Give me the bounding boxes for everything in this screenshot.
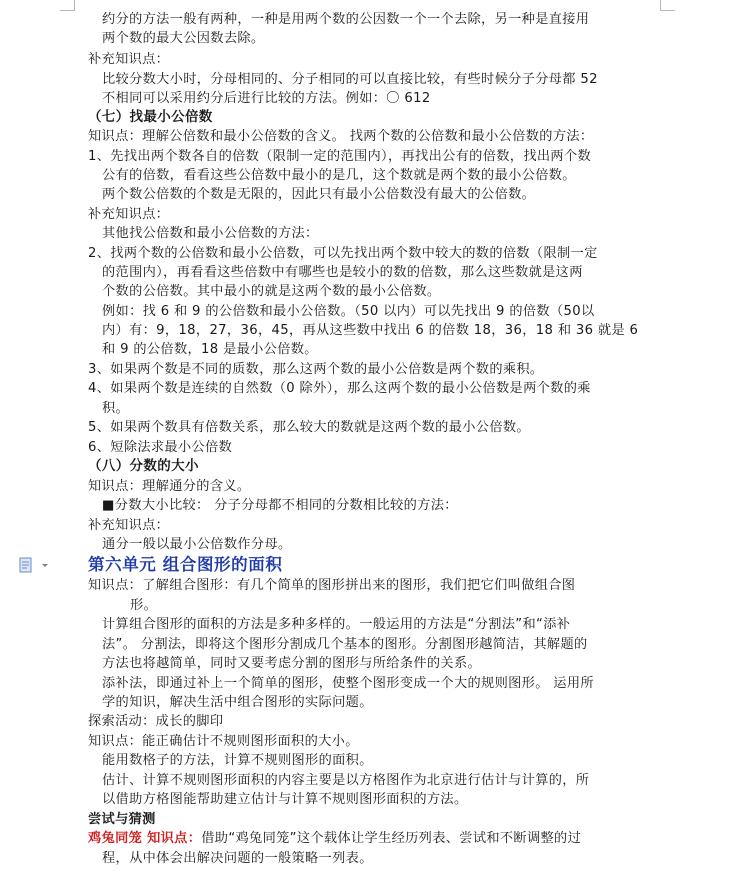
text-line	[102, 635, 588, 654]
line-text: 估计、计算不规则图形面积的内容主要是以方格图作为北京进行估计与计算的，所	[102, 773, 590, 788]
text-line	[102, 693, 373, 712]
text-line	[130, 596, 157, 615]
text-line	[102, 496, 458, 515]
text-line	[102, 771, 589, 790]
line-text: 内）有：9，18，27，36，45，再从这些数中找出 6 的倍数 18，36，18 和 36 就是 6	[102, 323, 639, 338]
line-text: 能用数格子的方法，计算不规则图形的面积。	[102, 753, 373, 768]
line-text: 两个数的最大公因数去除。	[102, 31, 265, 46]
line-text: 补充知识点：	[88, 207, 170, 222]
text-line	[88, 810, 156, 829]
line-text: 公有的倍数，看看这些公倍数中最小的是几，这个数就是两个数的最小公倍数。	[102, 168, 576, 183]
text-line	[102, 399, 129, 418]
text-line	[88, 205, 169, 224]
text-line	[88, 379, 591, 398]
text-line	[88, 576, 575, 595]
text-line	[102, 849, 373, 868]
line-text: 和 9 的公倍数，18 是最小公倍数。	[102, 342, 318, 357]
text-line	[88, 829, 581, 848]
text-line	[102, 751, 373, 770]
text-line	[102, 89, 431, 108]
line-text: （七）找最小公倍数	[88, 109, 213, 125]
section-heading	[88, 555, 282, 574]
line-text: 知识点：能正确估计不规则图形面积的大小。	[88, 734, 359, 749]
line-text: 比较分数大小时，分母相同的、分子相同的可以直接比较，有些时候分子分母都 52	[102, 72, 598, 87]
line-text: 2、找两个数的公倍数和最小公倍数，可以先找出两个数中较大的数的倍数（限制一定	[88, 246, 598, 261]
line-text: 方法也将越简单，同时又要考虑分割的图形与所给条件的关系。	[102, 656, 482, 671]
line-text: 1、先找出两个数各自的倍数（限制一定的范围内），再找出公有的倍数，找出两个数	[88, 149, 592, 164]
text-line	[88, 147, 591, 166]
text-line	[88, 516, 169, 535]
text-line	[88, 477, 250, 496]
text-line	[102, 10, 589, 29]
line-text: 积。	[102, 401, 130, 416]
text-line	[102, 70, 598, 89]
text-line	[88, 712, 223, 731]
text-line	[102, 340, 318, 359]
line-text: 6、短除法求最小公倍数	[88, 440, 233, 455]
line-text: 个数的公倍数。其中最小的就是这两个数的最小公倍数。	[102, 284, 441, 299]
line-text: 法”。 分割法，即将这个图形分割成几个基本的图形。分割图形越简洁，其解题的	[102, 637, 588, 652]
line-text: 其他找公倍数和最小公倍数的方法：	[102, 226, 319, 241]
text-line	[102, 535, 292, 554]
line-text: 第六单元 组合图形的面积	[88, 555, 283, 574]
margin-corner-mark	[660, 0, 675, 11]
line-text: 4、如果两个数是连续的自然数（0 除外），那么这两个数的最小公倍数是两个数的乘	[88, 381, 591, 396]
line-text: 探索活动：成长的脚印	[88, 714, 224, 729]
margin-corner-mark	[60, 0, 75, 11]
text-line	[88, 360, 543, 379]
line-text: （八）分数的大小	[88, 458, 199, 474]
line-text: 添补法，即通过补上一个简单的图形，使整个图形变成一个大的规则图形。 运用所	[102, 676, 594, 691]
text-line	[102, 224, 319, 243]
text-line	[88, 127, 593, 146]
line-text: 计算组合图形的面积的方法是多种多样的。一般运用的方法是“分割法”和“添补	[102, 617, 571, 632]
text-line	[102, 166, 576, 185]
text-line	[102, 185, 535, 204]
line-text: 知识点：理解通分的含义。	[88, 479, 251, 494]
subsection-heading	[88, 457, 199, 476]
line-text: 5、如果两个数具有倍数关系，那么较大的数就是这两个数的最小公倍数。	[88, 420, 530, 435]
line-text: 知识点：理解公倍数和最小公倍数的含义。 找两个数的公倍数和最小公倍数的方法：	[88, 129, 594, 144]
text-line	[102, 263, 583, 282]
subsection-heading	[88, 108, 213, 127]
text-line	[88, 418, 530, 437]
line-text: 学的知识，解决生活中组合图形的实际问题。	[102, 695, 373, 710]
line-text: 补充知识点：	[88, 518, 170, 533]
text-line	[102, 29, 264, 48]
text-line	[88, 50, 169, 69]
line-text: 的范围内），再看看这些倍数中有哪些也是较小的数的倍数，那么这些数就是这两	[102, 265, 583, 280]
line-text: 知识点：了解组合图形：有几个简单的图形拼出来的图形，我们把它们叫做组合图	[88, 578, 576, 593]
text-line	[102, 321, 638, 340]
paragraph-options-icon[interactable]	[18, 557, 52, 575]
text-line	[88, 732, 359, 751]
line-text: 通分一般以最小公倍数作分母。	[102, 537, 292, 552]
highlight-label: 鸡兔同笼 知识点：	[88, 831, 202, 846]
line-text: 例如：找 6 和 9 的公倍数和最小公倍数。（50 以内）可以先找出 9 的倍数（50以	[102, 304, 595, 319]
text-line	[88, 244, 598, 263]
text-line	[102, 790, 468, 809]
text-line	[102, 674, 594, 693]
line-text: 程，从中体会出解决问题的一般策略一列表。	[102, 851, 373, 866]
line-text: 尝试与猜测	[88, 812, 156, 827]
line-text: 不相同可以采用约分后进行比较的方法。例如：〇 612	[102, 91, 431, 106]
line-text: 借助“鸡兔同笼”这个载体让学生经历列表、尝试和不断调整的过	[201, 831, 582, 846]
line-text: 以借助方格图能帮助建立估计与计算不规则图形面积的方法。	[102, 792, 468, 807]
line-text: 形。	[130, 598, 158, 613]
line-text: 3、如果两个数是不同的质数，那么这两个数的最小公倍数是两个数的乘积。	[88, 362, 544, 377]
text-line	[88, 438, 232, 457]
line-text: 两个数公倍数的个数是无限的，因此只有最小公倍数没有最大的公倍数。	[102, 187, 536, 202]
text-line	[102, 282, 440, 301]
text-line	[102, 654, 481, 673]
line-text: 补充知识点：	[88, 52, 170, 67]
text-line	[102, 302, 595, 321]
line-text: 约分的方法一般有两种，一种是用两个数的公因数一个一个去除，另一种是直接用	[102, 12, 590, 27]
line-text: ■分数大小比较： 分子分母都不相同的分数相比较的方法：	[102, 498, 458, 513]
text-line	[102, 615, 570, 634]
